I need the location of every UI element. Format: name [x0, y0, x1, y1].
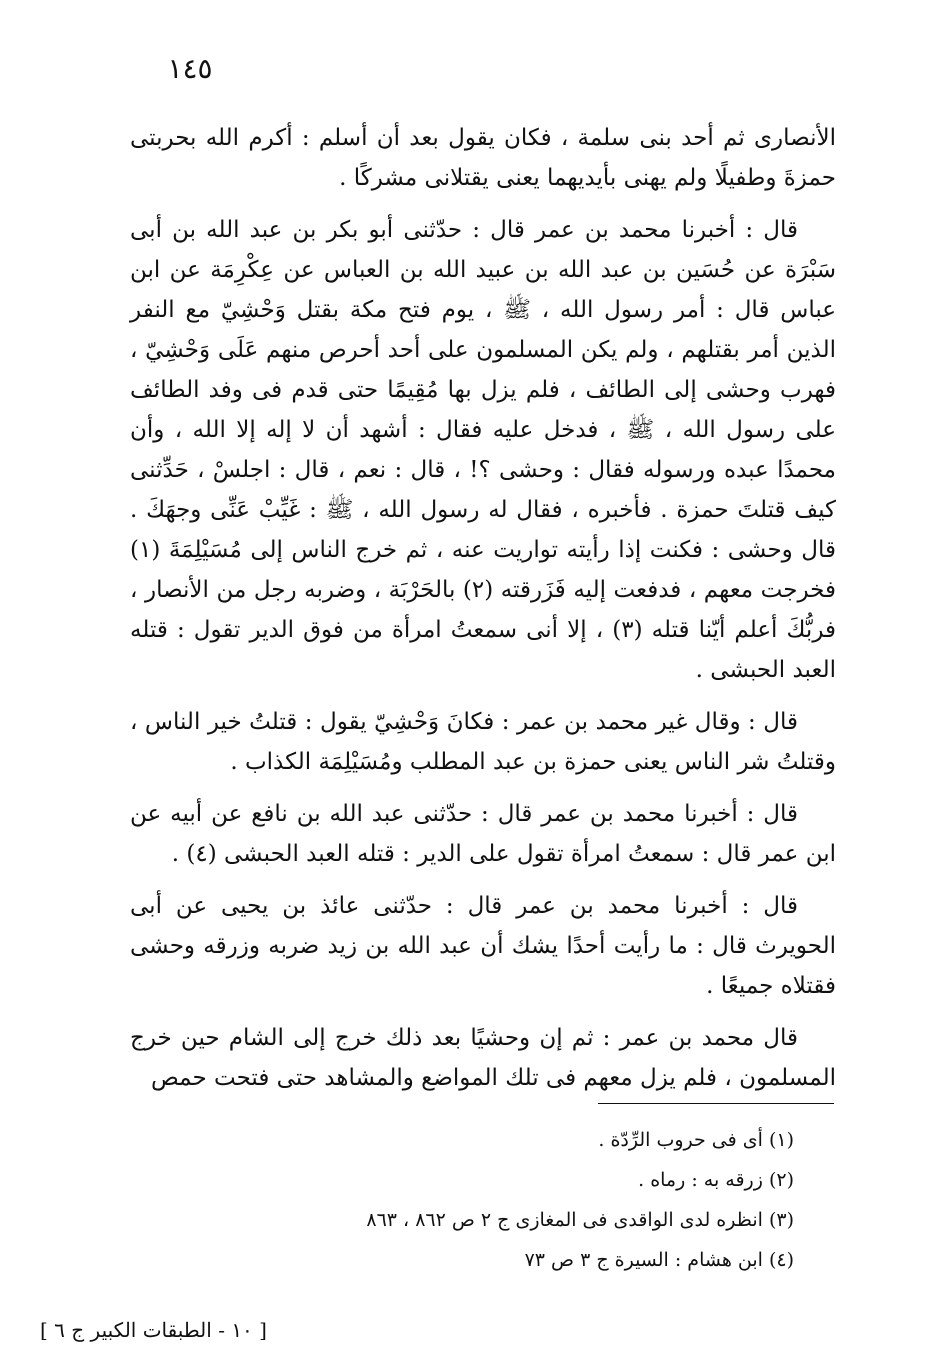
footnote: (٤) ابن هشام : السيرة ج ٣ ص ٧٣: [524, 1249, 794, 1271]
printer-signature: [ ١٠ - الطبقات الكبير ج ٦ ]: [40, 1318, 267, 1342]
paragraph: قال : أخبرنا محمد بن عمر قال : حدّثنى عائذ بن يحيى عن أبى الحويرث قال : ما رأيت أحدًا يشك أن عبد الله بن زيد ضربه وزرقه وحشى فقتلاه جميعًا .: [130, 893, 836, 999]
footnote: (١) أى فى حروب الرِّدّة .: [598, 1129, 794, 1151]
footnotes: [130, 1120, 836, 1280]
paragraph: قال : أخبرنا محمد بن عمر قال : حدّثنى عبد الله بن نافع عن أبيه عن ابن عمر قال : سمعتُ امرأة تقول على الدير : قتله العبد الحبشى (٤) .: [130, 801, 836, 867]
page-number: ١٤٥: [167, 52, 213, 85]
footnote: (٣) انظره لدى الواقدى فى المغازى ج ٢ ص ٨٦٢ ، ٨٦٣: [366, 1209, 794, 1231]
footnote-divider: [598, 1103, 834, 1104]
paragraph: قال : وقال غير محمد بن عمر : فكانَ وَحْشِيّ يقول : قتلتُ خير الناس ، وقتلتُ شر الناس يعنى حمزة بن عبد المطلب ومُسَيْلِمَة الكذاب .: [130, 709, 836, 775]
footnote: (٢) زرقه به : رماه .: [638, 1169, 794, 1191]
paragraph: الأنصارى ثم أحد بنى سلمة ، فكان يقول بعد أن أسلم : أكرم الله بحربتى حمزةَ وطفيلًا ولم يهنى بأيديهما يعنى يقتلانى مشركًا .: [130, 125, 836, 191]
main-text: [130, 118, 836, 1110]
paragraph: قال : أخبرنا محمد بن عمر قال : حدّثنى أبو بكر بن عبد الله بن أبى سَبْرَة عن حُسَين بن عبد الله بن عبيد الله بن العباس عن عِكْرِمَة عن ابن عباس قال : أمر رسول الله ، ﷺ ، يوم فتح مكة بقتل وَحْشِيّ مع النفر الذين أمر بقتلهم ، ولم يكن المسلمون على أحد أحرص منهم عَلَى وَحْشِيّ ، فهرب وحشى إلى الطائف ، فلم يزل بها مُقِيمًا حتى قدم فى وفد الطائف على رسول الله ، ﷺ ، فدخل عليه فقال : أشهد أن لا إله إلا الله ، وأن محمدًا عبده ورسوله فقال : وحشى ؟! ، قال : نعم ، قال : اجلسْ ، حَدِّثنى كيف قتلتَ حمزة . فأخبره ، فقال له رسول الله ، ﷺ : غَيِّبْ عَنِّى وجهَكَ . قال وحشى : فكنت إذا رأيته تواريت عنه ، ثم خرج الناس إلى مُسَيْلِمَةَ (١) فخرجت معهم ، فدفعت إليه فَزَرقته (٢) بالحَرْبَة ، وضربه رجل من الأنصار ، فربُّكَ أعلم أيّنا قتله (٣) ، إلا أنى سمعتُ امرأة من فوق الدير تقول : قتله العبد الحبشى .: [130, 217, 837, 683]
paragraph: قال محمد بن عمر : ثم إن وحشيًا بعد ذلك خرج إلى الشام حين خرج المسلمون ، فلم يزل معهم فى تلك المواضع والمشاهد حتى فتحت حمص: [130, 1025, 836, 1091]
